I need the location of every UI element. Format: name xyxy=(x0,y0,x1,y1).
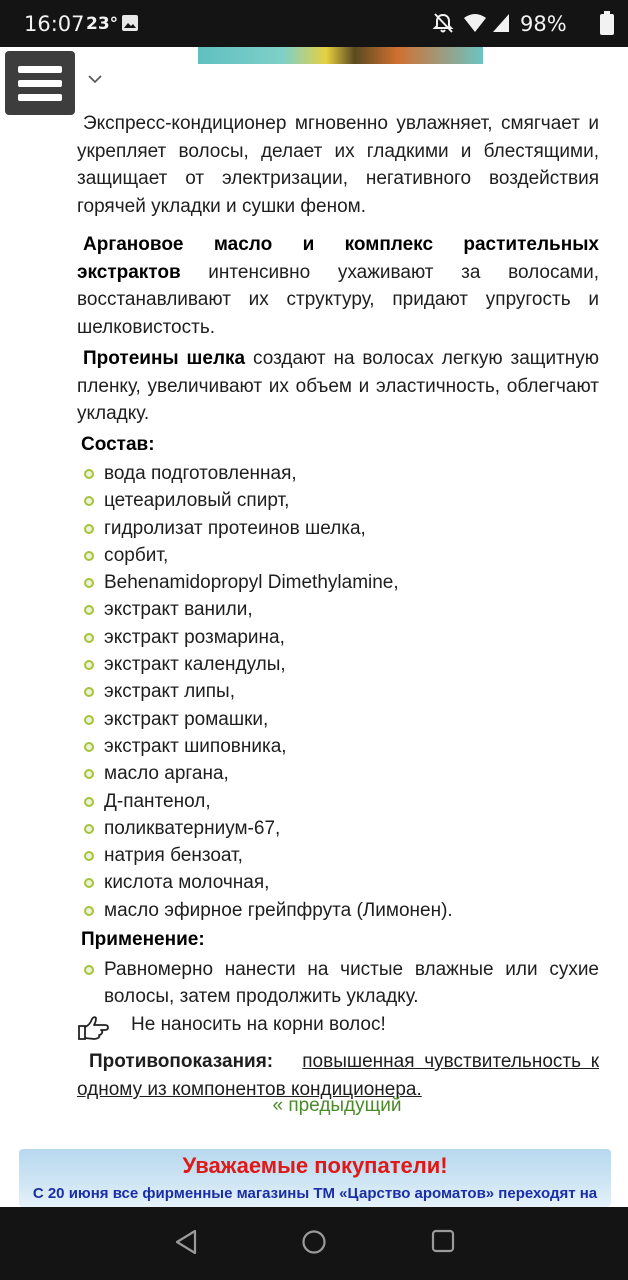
status-time: 16:07 xyxy=(24,12,85,36)
bullet-icon xyxy=(84,660,94,670)
list-item xyxy=(77,542,599,569)
ingredient-text: экстракт липы, xyxy=(104,681,235,703)
bullet-icon xyxy=(84,551,94,561)
bullet-icon xyxy=(84,633,94,643)
argan-paragraph xyxy=(77,231,599,341)
ingredient-text: экстракт розмарина, xyxy=(104,626,285,648)
bullet-icon xyxy=(84,687,94,697)
promo-banner[interactable] xyxy=(19,1149,611,1207)
ingredient-text: Д-пантенол, xyxy=(104,790,211,812)
ingredient-text: кислота молочная, xyxy=(104,872,270,894)
ingredient-text: экстракт ромашки, xyxy=(104,708,269,730)
list-item xyxy=(77,706,599,733)
list-item xyxy=(77,515,599,542)
top-banner-image xyxy=(198,47,483,64)
list-item xyxy=(77,678,599,705)
wifi-icon xyxy=(463,12,487,34)
bullet-icon xyxy=(84,906,94,916)
bullet-icon xyxy=(84,965,94,975)
bullet-icon xyxy=(84,578,94,588)
list-item xyxy=(77,760,599,787)
back-icon[interactable] xyxy=(174,1229,198,1255)
contra-bold: Противопоказания: xyxy=(89,1051,274,1073)
battery-icon xyxy=(600,11,614,35)
battery-percent: 98% xyxy=(520,12,567,36)
previous-link[interactable]: « предыдущий xyxy=(272,1095,402,1116)
bullet-icon xyxy=(84,715,94,725)
promo-title: Уважаемые покупатели! xyxy=(182,1153,448,1178)
list-item xyxy=(77,569,599,596)
list-item xyxy=(77,596,599,623)
list-item xyxy=(77,897,599,924)
article-content xyxy=(77,110,599,1104)
silk-bold: Протеины шелка xyxy=(83,348,246,369)
bullet-icon xyxy=(84,742,94,752)
bullet-icon xyxy=(84,769,94,779)
bullet-icon xyxy=(84,496,94,506)
recent-apps-icon[interactable] xyxy=(431,1229,455,1253)
composition-heading: Состав: xyxy=(81,433,155,455)
list-item xyxy=(77,788,599,815)
list-item: Равномерно нанести на чистые влажные или сухие волосы, затем продолжить укладку. xyxy=(77,956,599,1011)
argan-text: интенсивно ухаживают за волосами, восстанавливают их структуру, придают упругость и шелковистость. xyxy=(77,261,599,338)
chevron-down-icon[interactable] xyxy=(87,73,103,85)
bullet-icon xyxy=(84,824,94,834)
ingredients-list xyxy=(77,460,599,924)
usage-list xyxy=(77,956,599,1011)
list-item xyxy=(77,842,599,869)
status-bar xyxy=(0,0,628,47)
pointing-hand-icon xyxy=(77,1014,109,1042)
ingredient-text: поликватерниум-67, xyxy=(104,817,281,839)
contra-link[interactable]: повышенная чувствительность к одному из компонентов кондиционера. xyxy=(77,1051,600,1101)
intro-paragraph: Экспресс-кондиционер мгновенно увлажняет, смягчает и укрепляет волосы, делает их гладкими и блестящими, защищает от электризации, негативного воздействия горячей укладки и сушки феном. xyxy=(77,113,599,217)
navigation-bar xyxy=(0,1207,628,1280)
bullet-icon xyxy=(84,524,94,534)
bullet-icon xyxy=(84,851,94,861)
silk-paragraph xyxy=(77,345,599,428)
home-icon[interactable] xyxy=(301,1229,327,1255)
list-item xyxy=(77,487,599,514)
hamburger-icon[interactable] xyxy=(5,51,75,115)
list-item xyxy=(77,869,599,896)
warning-row xyxy=(77,1012,599,1044)
list-item xyxy=(77,651,599,678)
image-icon xyxy=(121,14,139,32)
argan-bold: Аргановое масло и комплекс растительных экстрактов xyxy=(77,234,599,283)
bullet-icon xyxy=(84,797,94,807)
ingredient-text: вода подготовленная, xyxy=(104,463,297,484)
list-item xyxy=(77,624,599,651)
silk-text: создают на волосах легкую защитную пленку, увеличивают их объем и эластичность, облегчают укладку. xyxy=(77,348,600,424)
ingredient-text: натрия бензоат, xyxy=(104,845,243,867)
promo-subtitle: С 20 июня все фирменные магазины ТМ «Царство ароматов» переходят на xyxy=(32,1185,598,1202)
usage-heading: Применение: xyxy=(81,929,205,951)
ingredient-text: сорбит, xyxy=(104,544,169,566)
list-item xyxy=(77,815,599,842)
ingredient-text: масло аргана, xyxy=(104,763,229,785)
bullet-icon xyxy=(84,605,94,615)
ingredient-text: экстракт шиповника, xyxy=(104,735,287,757)
status-temperature: 23° xyxy=(86,14,119,34)
ingredient-text: гидролизат протеинов шелка, xyxy=(104,517,366,539)
list-item xyxy=(77,460,599,487)
ingredient-text: экстракт ванили, xyxy=(104,599,253,621)
bullet-icon xyxy=(84,878,94,888)
ingredient-text: экстракт календулы, xyxy=(104,654,286,676)
warning-text: Не наносить на корни волос! xyxy=(131,1014,386,1036)
list-item xyxy=(77,733,599,760)
bullet-icon xyxy=(84,469,94,479)
ingredient-text: Behenamidopropyl Dimethylamine, xyxy=(104,572,399,594)
ingredient-text: масло эфирное грейпфрута (Лимонен). xyxy=(104,899,453,921)
signal-icon xyxy=(491,12,511,34)
mute-icon xyxy=(432,12,454,34)
ingredient-text: цетеариловый спирт, xyxy=(104,490,290,512)
